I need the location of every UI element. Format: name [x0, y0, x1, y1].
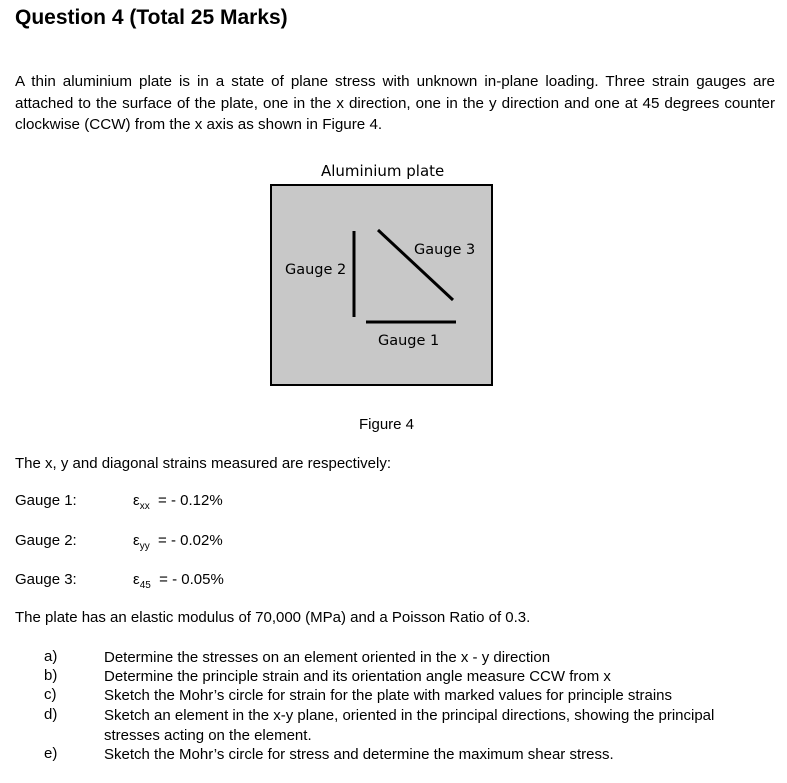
strain-symbol: ε	[133, 492, 140, 509]
plate-label: Aluminium plate	[321, 162, 445, 180]
question-a-text: Determine the stresses on an element oriented in the x - y direction	[104, 649, 551, 666]
question-c-text: Sketch the Mohr’s circle for strain for the plate with marked values for principle strains	[104, 687, 673, 704]
question-a-letter: a)	[44, 648, 58, 665]
question-d-text: Sketch an element in the x-y plane, oriented in the principal directions, showing the principal stresses acting on the element.	[104, 707, 715, 744]
gauge-3-row-label: Gauge 3:	[15, 571, 77, 588]
figure-caption: Figure 4	[359, 416, 415, 433]
gauge-1-strain	[133, 492, 223, 512]
strain-subscript: 45	[139, 580, 151, 591]
question-e-letter: e)	[44, 745, 58, 762]
material-properties: The plate has an elastic modulus of 70,000 (MPa) and a Poisson Ratio of 0.3.	[15, 609, 531, 626]
strain-symbol: ε	[133, 532, 140, 549]
strain-subscript: xx	[139, 501, 150, 512]
strain-value: = - 0.02%	[158, 532, 223, 549]
gauge-3-label: Gauge 3	[414, 242, 476, 258]
question-b-letter: b)	[44, 667, 58, 684]
question-d-letter: d)	[44, 706, 58, 723]
gauge-2-strain	[133, 532, 223, 552]
question-title: Question 4 (Total 25 Marks)	[15, 6, 288, 29]
gauge-3-strain	[133, 571, 224, 591]
intro-paragraph: A thin aluminium plate is in a state of plane stress with unknown in-plane loading. Three strain gauges are attached to the surface of the plate, one in the x direction, one in the y direction and one at 45 degrees counter clockwise (CCW) from the x axis as shown in Figure 4.	[15, 73, 775, 133]
question-c-letter: c)	[44, 686, 57, 703]
strain-value: = - 0.05%	[159, 571, 224, 588]
strain-value: = - 0.12%	[158, 492, 223, 509]
gauge-2-row-label: Gauge 2:	[15, 532, 77, 549]
measured-intro: The x, y and diagonal strains measured are respectively:	[15, 455, 392, 472]
strain-symbol: ε	[133, 571, 140, 588]
strain-subscript: yy	[139, 541, 150, 552]
gauge-3-line	[378, 230, 453, 300]
gauge-2-label: Gauge 2	[285, 262, 347, 278]
question-e-text: Sketch the Mohr’s circle for stress and determine the maximum shear stress.	[104, 746, 614, 763]
gauge-1-label: Gauge 1	[378, 333, 440, 349]
question-b-text: Determine the principle strain and its orientation angle measure CCW from x	[104, 668, 611, 685]
gauge-1-row-label: Gauge 1:	[15, 492, 77, 509]
